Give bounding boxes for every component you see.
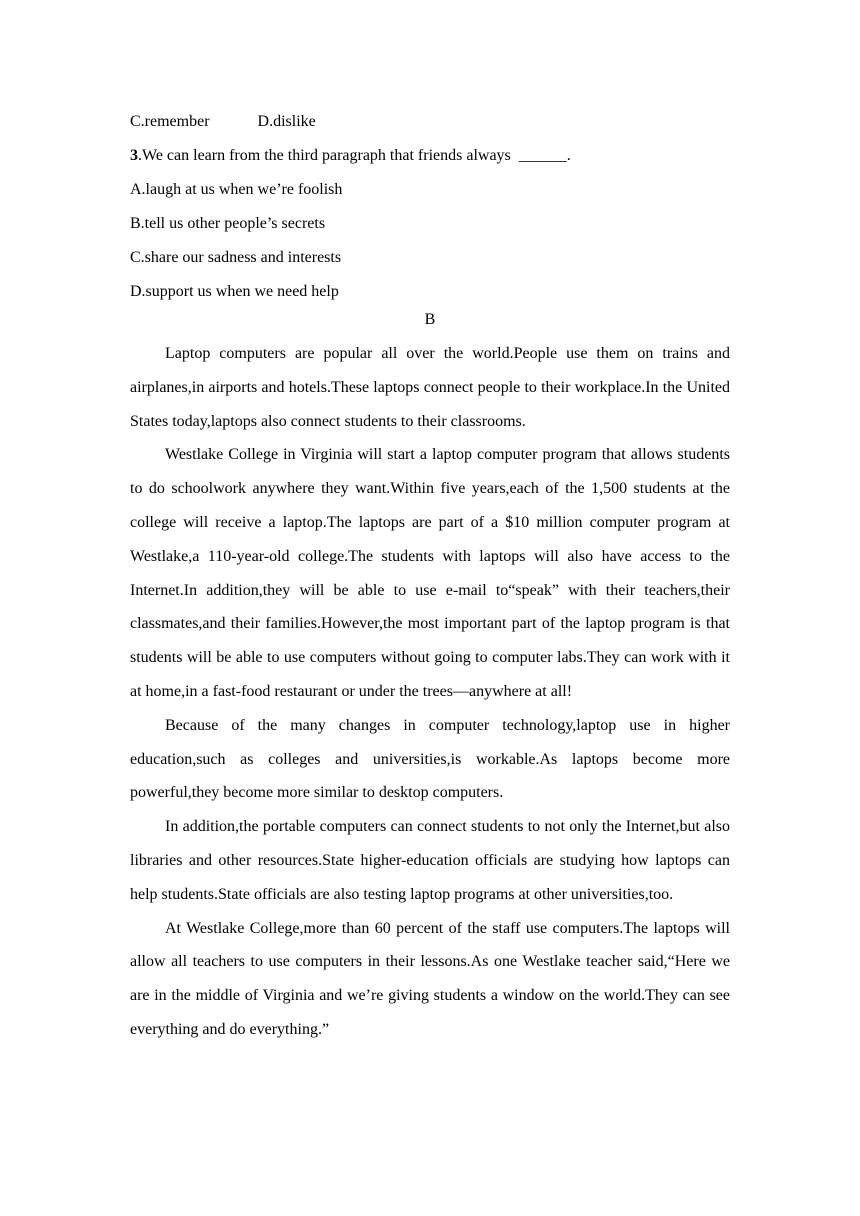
passage-paragraph-1: Laptop computers are popular all over the world.People use them on trains and airplanes,in airports and hotels.These laptops connect people to their workplace.In the United States today,laptops also connect students to their classrooms.: [130, 345, 730, 430]
previous-question-options: [130, 105, 730, 139]
question-number: 3: [130, 147, 138, 164]
question-3-option-b: B.tell us other people’s secrets: [130, 215, 326, 232]
option-d: D.dislike: [257, 113, 316, 130]
passage-paragraph-4: In addition,the portable computers can connect students to not only the Internet,but also libraries and other resources.State higher-education officials are studying how laptops can help students.State officials are also testing laptop programs at other universities,too.: [130, 818, 730, 903]
question-3-option-c: C.share our sadness and interests: [130, 249, 342, 266]
question-3-option-d: D.support us when we need help: [130, 283, 339, 300]
option-c: C.remember: [130, 113, 210, 130]
answer-blank: ______.: [518, 147, 571, 164]
passage-paragraph-3: Because of the many changes in computer technology,laptop use in higher education,such as colleges and universities,is workable.As laptops become more powerful,they become more similar to desktop computers.: [130, 716, 730, 802]
question-3-option-a: A.laugh at us when we’re foolish: [130, 181, 343, 198]
passage-paragraph-5: At Westlake College,more than 60 percent of the staff use computers.The laptops will allow all teachers to use computers in their lessons.As one Westlake teacher said,“Here we are in the middle of Virginia and we’re giving students a window on the world.They can see everything and do everything.”: [130, 919, 730, 1038]
question-3-stem: [130, 139, 730, 173]
question-text: .We can learn from the third paragraph that friends always: [138, 147, 511, 164]
passage-paragraph-2: Westlake College in Virginia will start a laptop computer program that allows students to do schoolwork anywhere they want.Within five years,each of the 1,500 students at the college will receive a laptop.The laptops are part of a $10 million computer program at Westlake,a 110-year-old college.The students with laptops will also have access to the Internet.In addition,they will be able to use e-mail to“speak” with their teachers,their classmates,and their families.However,the most important part of the laptop program is that students will be able to use computers without going to computer labs.They can work with it at home,in a fast-food restaurant or under the trees—anywhere at all!: [130, 446, 730, 700]
section-heading: B: [424, 311, 436, 328]
document-content: [130, 105, 730, 1047]
